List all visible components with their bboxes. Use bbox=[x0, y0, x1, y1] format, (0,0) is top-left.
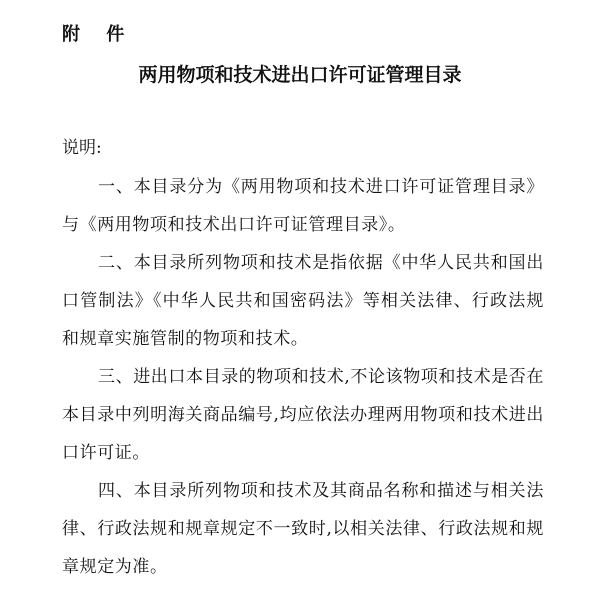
note-paragraph-2: 二、本目录所列物项和技术是指依据《中华人民共和国出口管制法》《中华人民共和国密码法》等相关法律、行政法规和规章实施管制的物项和技术。 bbox=[62, 253, 544, 349]
note-paragraph-1: 一、本目录分为《两用物项和技术进口许可证管理目录》与《两用物项和技术出口许可证管理目录》。 bbox=[62, 177, 544, 235]
note-paragraph-3: 三、进出口本目录的物项和技术,不论该物项和技术是否在本目录中列明海关商品编号,均应依法办理两用物项和技术进出口许可证。 bbox=[62, 367, 545, 463]
notes-heading: 说明: bbox=[62, 138, 102, 158]
attachment-label: 附 件 bbox=[62, 24, 135, 45]
notes-body bbox=[62, 168, 544, 586]
document-title: 两用物项和技术进出口许可证管理目录 bbox=[138, 64, 462, 86]
note-paragraph-4: 四、本目录所列物项和技术及其商品名称和描述与相关法律、行政法规和规章规定不一致时,以相关法律、行政法规和规章规定为准。 bbox=[62, 481, 544, 577]
